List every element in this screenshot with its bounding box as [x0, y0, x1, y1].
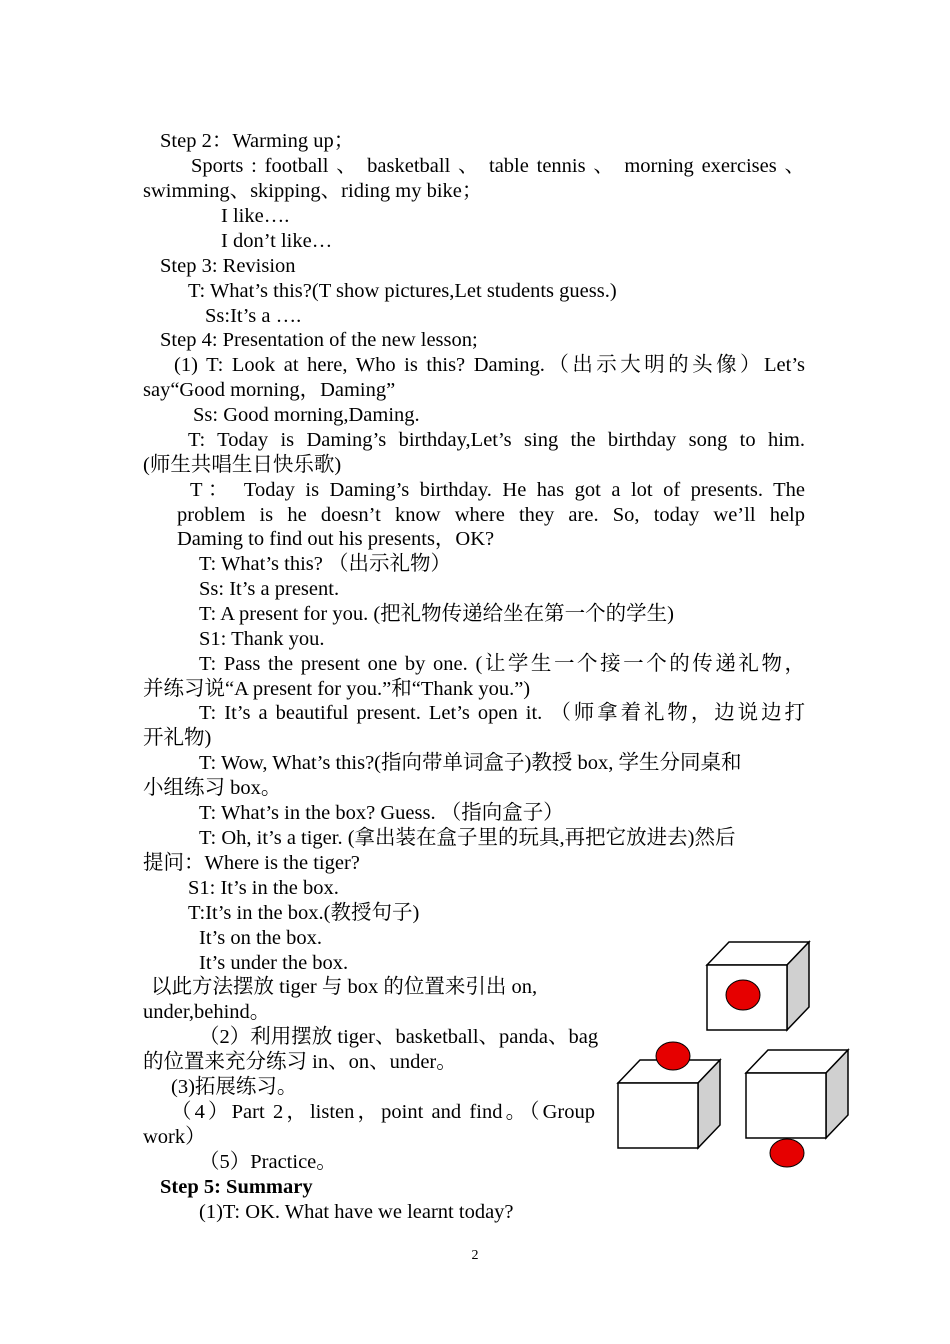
- line-say-good-morning: say“Good morning，Daming”: [143, 379, 396, 401]
- line-extension: (3)拓展练习。: [171, 1076, 298, 1098]
- box-on-figure: [618, 1042, 720, 1148]
- line-teach-box: T: Wow, What’s this?(指向带单词盒子)教授 box, 学生分同桌和: [199, 752, 742, 774]
- line-s1-in-box: S1: It’s in the box.: [188, 877, 339, 899]
- line-where-is-tiger: 提问：Where is the tiger?: [143, 852, 360, 874]
- box-under-figure: [746, 1050, 848, 1167]
- line-teach-box-cont: 小组练习 box。: [143, 777, 282, 799]
- line-part2: （4）Part 2，listen，point and find。（Group: [171, 1101, 595, 1123]
- ball-under-box: [770, 1139, 804, 1167]
- line-practice-2: （2）利用摆放 tiger、basketball、panda、bag: [199, 1026, 599, 1048]
- line-t-whats-this: T: What’s this?(T show pictures,Let students guess.): [188, 280, 617, 302]
- line-ss-good-morning: Ss: Good morning,Daming.: [193, 404, 420, 426]
- line-presents-2: problem is he doesn’t know where they are. So, today we’ll help: [177, 504, 805, 526]
- line-ss-its-a: Ss:It’s a ….: [205, 305, 302, 327]
- line-practice-5: （5）Practice。: [199, 1151, 337, 1173]
- line-whats-in-box: T: What’s in the box? Guess. （指向盒子）: [199, 802, 564, 824]
- boxes-positions-figure: [610, 938, 860, 1178]
- box-on-front: [618, 1083, 698, 1148]
- line-whats-this-present: T: What’s this? （出示礼物）: [199, 553, 451, 575]
- line-thank-you: S1: Thank you.: [199, 628, 325, 650]
- page-number: 2: [471, 1248, 479, 1263]
- line-step3-heading: Step 3: Revision: [160, 255, 296, 277]
- line-pass-present-cont: 并练习说“A present for you.”和“Thank you.”): [143, 678, 531, 700]
- line-present-for-you: T: A present for you. (把礼物传递给坐在第一个的学生): [199, 603, 674, 625]
- line-sports: Sports : football 、 basketball 、 table tennis 、 morning exercises 、: [191, 155, 805, 177]
- line-its-a-tiger: T: Oh, it’s a tiger. (拿出装在盒子里的玩具,再把它放进去)然后: [199, 827, 736, 849]
- line-open-present: T: It’s a beautiful present. Let’s open it. （师拿着礼物，边说边打: [199, 702, 805, 724]
- line-t-in-box: T:It’s in the box.(教授句子): [188, 902, 420, 924]
- box-in-figure: [707, 942, 809, 1030]
- line-step2-heading: Step 2：Warming up；: [160, 130, 355, 152]
- line-sports-cont: swimming、skipping、riding my bike；: [143, 180, 483, 202]
- line-i-like: I like….: [221, 205, 290, 227]
- ball-in-box: [726, 980, 760, 1010]
- line-method-cont: under,behind。: [143, 1001, 271, 1023]
- line-step4-heading: Step 4: Presentation of the new lesson;: [160, 329, 478, 351]
- line-pass-present: T: Pass the present one by one. (让学生一个接一个的传递礼物，: [199, 653, 805, 675]
- line-what-learnt: (1)T: OK. What have we learnt today?: [199, 1201, 514, 1223]
- line-its-a-present: Ss: It’s a present.: [199, 578, 340, 600]
- line-presents-3: Daming to find out his presents，OK?: [177, 528, 495, 550]
- line-presents-1: T： Today is Daming’s birthday. He has got a lot of presents. The: [190, 479, 805, 501]
- line-i-dont-like: I don’t like…: [221, 230, 333, 252]
- ball-on-box: [656, 1042, 690, 1070]
- line-part2-cont: work）: [143, 1126, 206, 1148]
- line-method: 以此方法摆放 tiger 与 box 的位置来引出 on,: [151, 976, 538, 998]
- line-look-at-here: (1) T: Look at here, Who is this? Daming.（出示大明的头像）Let’s: [174, 354, 805, 376]
- line-on-box: It’s on the box.: [199, 927, 322, 949]
- line-open-present-cont: 开礼物): [143, 727, 212, 749]
- line-sing-together: (师生共唱生日快乐歌): [143, 454, 342, 476]
- line-practice-2-cont: 的位置来充分练习 in、on、under。: [143, 1051, 457, 1073]
- line-birthday-song: T: Today is Daming’s birthday,Let’s sing the birthday song to him.: [188, 429, 805, 451]
- box-under-front: [746, 1073, 826, 1138]
- line-under-box: It’s under the box.: [199, 952, 349, 974]
- line-step5-heading: Step 5: Summary: [160, 1176, 313, 1198]
